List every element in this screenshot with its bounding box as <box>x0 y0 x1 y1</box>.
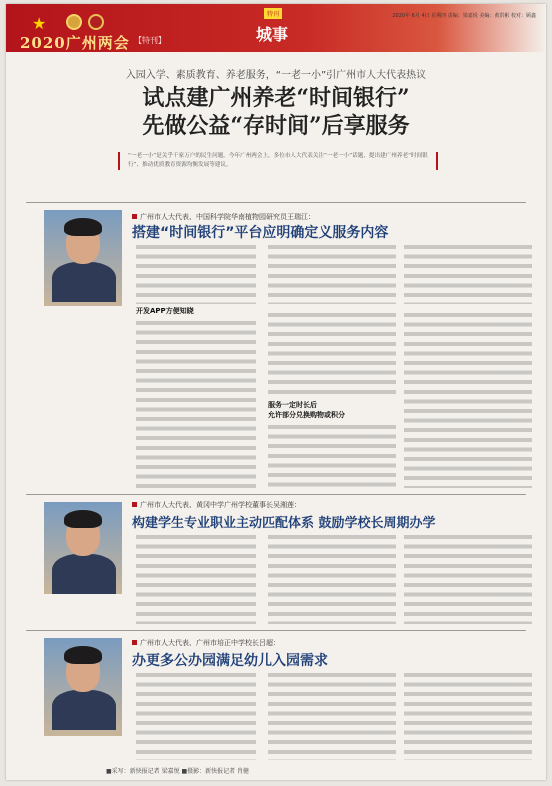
article1-column-3b <box>404 310 532 488</box>
article1-kicker: 广州市人大代表、中国科学院华南植物园研究员王瑞江： <box>132 212 315 222</box>
section-title: 城事 <box>256 25 289 44</box>
article2-column-1 <box>136 532 256 624</box>
divider <box>26 202 526 203</box>
article3-column-2 <box>268 670 396 760</box>
article1-column-2c <box>268 422 396 488</box>
portrait-photo <box>44 502 122 594</box>
divider <box>26 494 526 495</box>
byline: ■采写：新快报记者 梁嘉悦 ■摄影：新快报记者 肖健 <box>106 768 250 775</box>
article1-column-1 <box>136 242 256 304</box>
national-emblem-icon <box>66 14 82 30</box>
headline-line-1: 试点建广州养老“时间银行” <box>142 85 410 111</box>
abstract: “一老一小”是关乎千家万户的民生问题。今年广州两会上，多位市人大代表关注“一老一小”话题，提出建广州养老“时间银行”、推动优质教育资源均衡发展等建议。 <box>118 152 438 170</box>
article3-column-3 <box>404 670 532 760</box>
portrait-photo <box>44 210 122 306</box>
article3-title: 办更多公办园满足幼儿入园需求 <box>132 653 328 669</box>
article2-column-3 <box>404 532 532 624</box>
issue-info: 2020年 6月 4日 星期四 责编：梁嘉悦 美编：黄洪彬 校对：顾鑫 <box>392 13 536 19</box>
main-headline <box>6 84 546 140</box>
article1-column-2 <box>268 242 396 304</box>
article2-column-2 <box>268 532 396 624</box>
party-emblem-icon <box>88 14 104 30</box>
section-flag: 特刊 <box>264 8 282 19</box>
article1-column-1b <box>136 318 256 488</box>
masthead-title: 2020广州两会 <box>20 34 130 52</box>
divider <box>26 630 526 631</box>
article2-kicker: 广州市人大代表、黄冈中学广州学校董事长吴湘莲： <box>132 500 301 510</box>
portrait-photo <box>44 638 122 736</box>
article3-kicker: 广州市人大代表、广州市培正中学校长吕超： <box>132 638 280 648</box>
article1-title: 搭建“时间银行”平台应明确定义服务内容 <box>132 225 389 241</box>
newspaper-page <box>6 4 546 780</box>
subhead-1: 开发APP方便知晓 <box>136 307 194 315</box>
subhead-2: 服务一定时长后 <box>268 401 317 409</box>
article1-column-3 <box>404 242 532 304</box>
article2-title: 构建学生专业职业主动匹配体系 鼓励学校长周期办学 <box>132 516 436 531</box>
subhead-3: 允许部分兑换购物或积分 <box>268 411 345 419</box>
masthead <box>6 4 546 52</box>
headline-lead: 入园入学、素质教育、养老服务，“一老一小”引广州市人大代表热议 <box>125 70 427 81</box>
article1-column-2b <box>268 310 396 396</box>
article3-column-1 <box>136 670 256 760</box>
star-icon: ★ <box>32 14 47 33</box>
headline-line-2: 先做公益“存时间”后享服务 <box>142 113 410 139</box>
masthead-tag: 【特刊】 <box>134 36 166 45</box>
